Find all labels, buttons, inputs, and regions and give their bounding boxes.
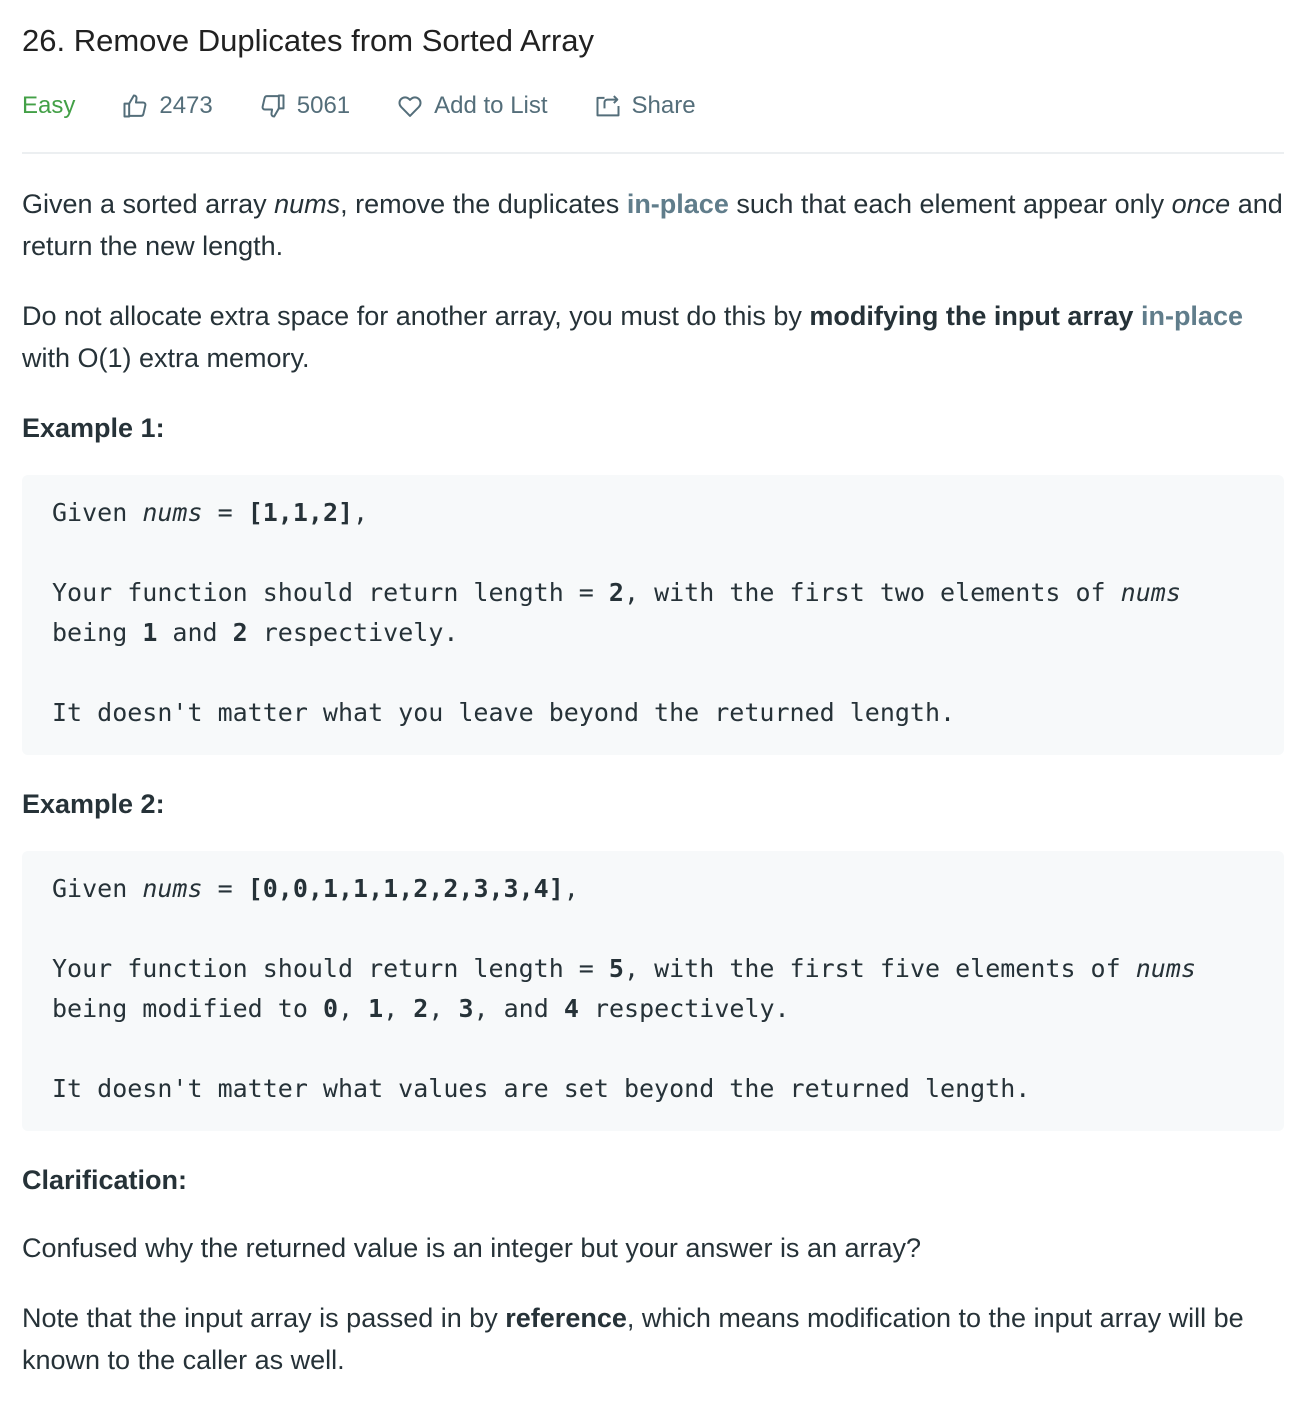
difficulty-badge: Easy (22, 92, 76, 119)
in-place-link-2[interactable]: in-place (1140, 301, 1243, 331)
example-1-line-1: Given nums = [1,1,2], (52, 498, 369, 527)
example-2-line-1: Given nums = [0,0,1,1,1,2,2,3,3,4], (52, 874, 579, 903)
clarification-paragraph-1: Confused why the returned value is an integer but your answer is an array? (22, 1233, 922, 1263)
example-1-line-4: It doesn't matter what you leave beyond the returned length. (52, 698, 956, 727)
clarification-heading: Clarification: (22, 1165, 188, 1195)
example-2-line-4: It doesn't matter what values are set beyond the returned length. (52, 1074, 1031, 1103)
example-1-heading: Example 1: (22, 413, 165, 443)
share-icon (594, 92, 622, 120)
example-2-heading: Example 2: (22, 789, 165, 819)
clarification-paragraph-2: Note that the input array is passed in by reference, which means modification to the input array will be known to the caller as well. (22, 1303, 1244, 1375)
like-count: 2473 (159, 92, 213, 119)
example-2-line-2: Your function should return length = 5, with the first five elements of nums (52, 954, 1196, 983)
thumbs-down-icon (259, 92, 287, 120)
example-2-line-3: being modified to 0, 1, 2, 3, and 4 respectively. (52, 994, 790, 1023)
example-1-code-block (22, 475, 1284, 755)
problem-title: 26. Remove Duplicates from Sorted Array (22, 23, 595, 58)
dislike-button[interactable] (259, 92, 350, 120)
share-button[interactable] (594, 92, 696, 120)
problem-meta-bar (22, 84, 742, 128)
in-place-link[interactable]: in-place (626, 189, 729, 219)
problem-description (22, 183, 1284, 1409)
example-2-code-block (22, 851, 1284, 1131)
example-1-line-3: being 1 and 2 respectively. (52, 618, 459, 647)
example-1-line-2: Your function should return length = 2, with the first two elements of nums (52, 578, 1181, 607)
heart-icon (396, 92, 424, 120)
add-to-list-button[interactable] (396, 92, 547, 120)
description-paragraph-2: Do not allocate extra space for another array, you must do this by modifying the input array in-place with O(1) extra memory. (22, 301, 1243, 373)
add-to-list-label: Add to List (434, 92, 548, 119)
like-button[interactable] (121, 92, 212, 120)
dislike-count: 5061 (296, 92, 351, 119)
meta-divider (22, 152, 1284, 154)
share-label: Share (631, 92, 696, 119)
thumbs-up-icon (121, 92, 149, 120)
description-paragraph-1: Given a sorted array nums, remove the duplicates in-place such that each element appear only once and return the new length. (22, 189, 1283, 261)
